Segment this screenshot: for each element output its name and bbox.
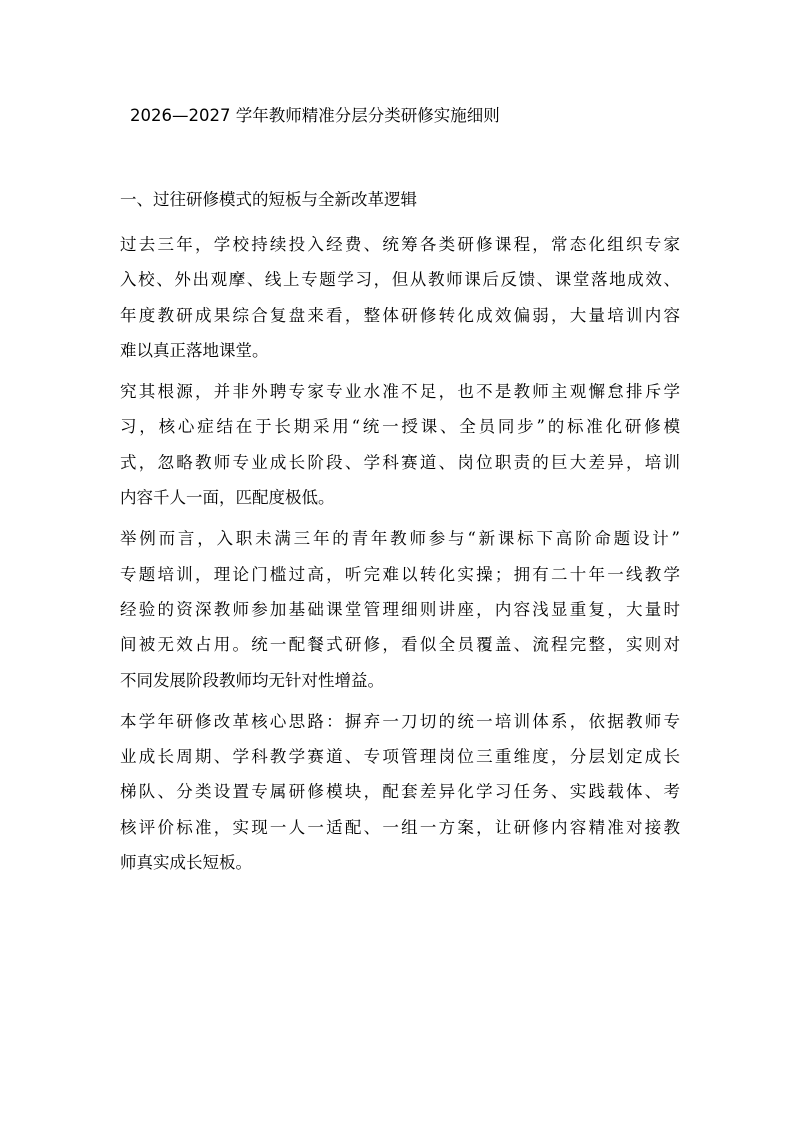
text-line: 本学年研修改革核心思路：摒弃一刀切的统一培训体系，依据教师专 [120,711,680,731]
text-line: 经验的资深教师参加基础课堂管理细则讲座，内容浅显重复，大量时 [120,599,680,619]
document-body [120,227,680,886]
text-line: 举例而言，入职未满三年的青年教师参与“新课标下高阶命题设计” [120,529,680,549]
text-line: 式，忽略教师专业成长阶段、学科赛道、岗位职责的巨大差异，培训 [120,452,680,472]
text-line: 内容千人一面，匹配度极低。 [120,488,335,508]
text-line: 核评价标准，实现一人一适配、一组一方案，让研修内容精准对接教 [120,817,680,837]
paragraph-2 [120,374,680,515]
document-title: 2026—2027 学年教师精准分层分类研修实施细则 [130,106,500,125]
text-line: 入校、外出观摩、线上专题学习，但从教师课后反馈、课堂落地成效、 [120,270,680,290]
paragraph-4 [120,704,680,880]
paragraph-1 [120,227,680,368]
section-heading: 一、过往研修模式的短板与全新改革逻辑 [120,190,417,209]
text-line: 年度教研成果综合复盘来看，整体研修转化成效偏弱，大量培训内容 [120,305,680,325]
text-line: 梯队、分类设置专属研修模块，配套差异化学习任务、实践载体、考 [120,782,680,802]
text-line: 过去三年，学校持续投入经费、统筹各类研修课程，常态化组织专家 [120,235,680,254]
text-line: 难以真正落地课堂。 [120,340,269,360]
paragraph-3 [120,521,680,697]
text-line: 究其根源，并非外聘专家专业水准不足，也不是教师主观懈怠排斥学 [120,382,680,402]
text-line: 专题培训，理论门槛过高，听完难以转化实操；拥有二十年一线教学 [120,564,680,584]
text-line: 习，核心症结在于长期采用“统一授课、全员同步”的标准化研修模 [120,417,680,437]
text-line: 业成长周期、学科教学赛道、专项管理岗位三重维度，分层划定成长 [120,747,680,767]
text-line: 师真实成长短板。 [120,853,252,873]
text-line: 不同发展阶段教师均无针对性增益。 [120,670,384,690]
text-line: 间被无效占用。统一配餐式研修，看似全员覆盖、流程完整，实则对 [120,635,680,655]
